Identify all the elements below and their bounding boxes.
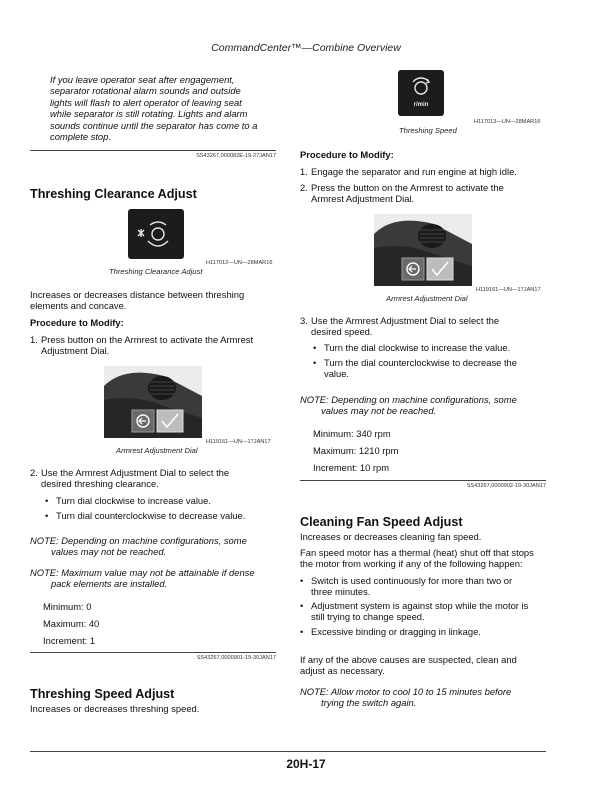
page-header: CommandCenter™—Combine Overview [211, 42, 401, 54]
step-number: 2. [30, 467, 38, 478]
divider [300, 480, 546, 481]
step-number: 1. [30, 334, 38, 345]
bullet-line: Turn the dial counterclockwise to decrease the [324, 357, 517, 368]
doc-code: SS43267,0000902-19-30JAN17 [466, 483, 546, 489]
image-code: H119161—UN—17JAN17 [476, 287, 541, 293]
bullet-text [324, 357, 517, 380]
description-line: elements and concave. [30, 300, 127, 312]
fan-paragraph [300, 547, 550, 570]
bullet-dot: • [313, 342, 317, 353]
armrest-dial-image [374, 214, 472, 286]
minimum-value: Minimum: 340 rpm [313, 428, 391, 439]
intro-note [50, 74, 290, 142]
footer-rule [30, 751, 546, 752]
armrest-dial-image [104, 366, 202, 438]
description-line: Increases or decreases distance between threshing [30, 289, 245, 300]
step-line: Adjustment Dial. [41, 345, 110, 357]
bullet-text [311, 575, 512, 598]
fan-paragraph-2 [300, 654, 550, 677]
intro-note-line: separator rotational alarm sounds and outside [50, 85, 241, 97]
step-text [41, 334, 253, 357]
note-line: values may not be reached. [51, 546, 167, 558]
step-line: Use the Armrest Adjustment Dial to select the [41, 467, 230, 478]
concave-adjust-icon [128, 209, 184, 259]
step-line: Use the Armrest Adjustment Dial to select the [311, 315, 500, 326]
note-line: NOTE: Allow motor to cool 10 to 15 minutes before [300, 686, 512, 697]
intro-note-line: while separator is still rotating. Lights and alarm [50, 108, 248, 120]
step-text [311, 182, 504, 205]
step-line: Press the button on the Armrest to activate the [311, 182, 504, 193]
bullet-line: Excessive binding or dragging in linkage. [311, 626, 481, 637]
paragraph-line: If any of the above causes are suspected, clean and [300, 654, 517, 665]
paragraph-line: Fan speed motor has a thermal (heat) shut off that stops [300, 547, 534, 558]
increment-value: Increment: 10 rpm [313, 462, 390, 473]
step-number: 3. [300, 315, 308, 326]
fan-description: Increases or decreases cleaning fan speed. [300, 531, 482, 542]
bullet-line: Turn the dial clockwise to increase the value. [324, 342, 511, 353]
speed-icon-label: r/min [413, 102, 429, 108]
section-title-threshing-speed: Threshing Speed Adjust [30, 687, 175, 701]
figure-caption: Armrest Adjustment Dial [386, 294, 468, 303]
step-text [311, 315, 499, 338]
page-number: 20H-17 [286, 757, 326, 771]
step-line: Engage the separator and run engine at high idle. [311, 166, 517, 177]
step-text [311, 166, 517, 177]
bullet-line: Adjustment system is against stop while the motor is [311, 600, 529, 611]
step-number: 1. [300, 166, 308, 177]
bullet-line: value. [324, 368, 350, 380]
note-line: trying the switch again. [321, 697, 417, 709]
intro-note-line: lights will flash to alert operator of leaving seat [50, 96, 242, 108]
armrest-photo [374, 214, 472, 286]
bullet-dot: • [313, 357, 317, 368]
doc-code: SS43267,000082E-19-27JAN17 [196, 153, 276, 159]
note [30, 535, 276, 558]
threshing-speed-icon [398, 70, 444, 116]
intro-note-line: sounds continue until the separator has come to a [50, 119, 258, 131]
figure-caption: Threshing Speed [399, 126, 457, 135]
divider [30, 150, 276, 151]
step-line: Press button on the Armrest to activate the Armrest [41, 334, 254, 345]
image-code: H117012—UN—28MAR16 [206, 260, 273, 266]
image-code: H119161—UN—17JAN17 [206, 439, 271, 445]
intro-note-line: If you leave operator seat after engagement, [50, 74, 235, 85]
figure-caption: Armrest Adjustment Dial [116, 446, 198, 455]
maximum-value: Maximum: 1210 rpm [313, 445, 399, 456]
threshing-clearance-icon [128, 209, 184, 259]
note [300, 394, 546, 417]
bullet-line: three minutes. [311, 586, 371, 598]
section-title-cleaning-fan-speed: Cleaning Fan Speed Adjust [300, 515, 463, 529]
note-line: NOTE: Maximum value may not be attainable if dense [30, 567, 255, 578]
step-line: Armrest Adjustment Dial. [311, 193, 415, 205]
procedure-title: Procedure to Modify: [300, 149, 394, 160]
bullet-text [324, 342, 510, 353]
note [300, 686, 550, 709]
procedure-title: Procedure to Modify: [30, 317, 124, 328]
step-line: desired threshing clearance. [41, 478, 159, 490]
step-text [41, 467, 229, 490]
paragraph-line: the motor from working if any of the following happen: [300, 558, 523, 570]
bullet-text [311, 626, 481, 637]
bullet-text: Turn dial clockwise to increase value. [56, 495, 211, 506]
note [30, 567, 276, 590]
increment-value: Increment: 1 [43, 635, 96, 646]
clearance-description [30, 289, 276, 312]
note-line: values may not be reached. [321, 405, 437, 417]
bullet-text [311, 600, 528, 623]
bullet-dot: • [300, 575, 304, 586]
bullet-text: Turn dial counterclockwise to decrease value. [56, 510, 246, 521]
doc-code: SS43267,0000901-19-30JAN17 [196, 655, 276, 661]
note-line: pack elements are installed. [51, 578, 168, 590]
note-line: NOTE: Depending on machine configurations, some [300, 394, 517, 405]
paragraph-line: adjust as necessary. [300, 665, 385, 677]
image-code: H117013—UN—28MAR16 [474, 119, 541, 125]
bullet-dot: • [45, 495, 49, 506]
bullet-dot: • [300, 626, 304, 637]
bullet-line: still trying to change speed. [311, 611, 425, 623]
divider [30, 652, 276, 653]
speed-description: Increases or decreases threshing speed. [30, 703, 200, 714]
rotor-speed-icon [398, 70, 444, 116]
bullet-line: Switch is used continuously for more than two or [311, 575, 513, 586]
section-title-threshing-clearance: Threshing Clearance Adjust [30, 187, 197, 201]
intro-note-line: complete stop. [50, 131, 111, 143]
bullet-dot: • [300, 600, 304, 611]
note-line: NOTE: Depending on machine configurations, some [30, 535, 247, 546]
armrest-photo [104, 366, 202, 438]
maximum-value: Maximum: 40 [43, 618, 100, 629]
figure-caption: Threshing Clearance Adjust [109, 267, 203, 276]
minimum-value: Minimum: 0 [43, 601, 92, 612]
step-number: 2. [300, 182, 308, 193]
bullet-dot: • [45, 510, 49, 521]
step-line: desired speed. [311, 326, 373, 338]
